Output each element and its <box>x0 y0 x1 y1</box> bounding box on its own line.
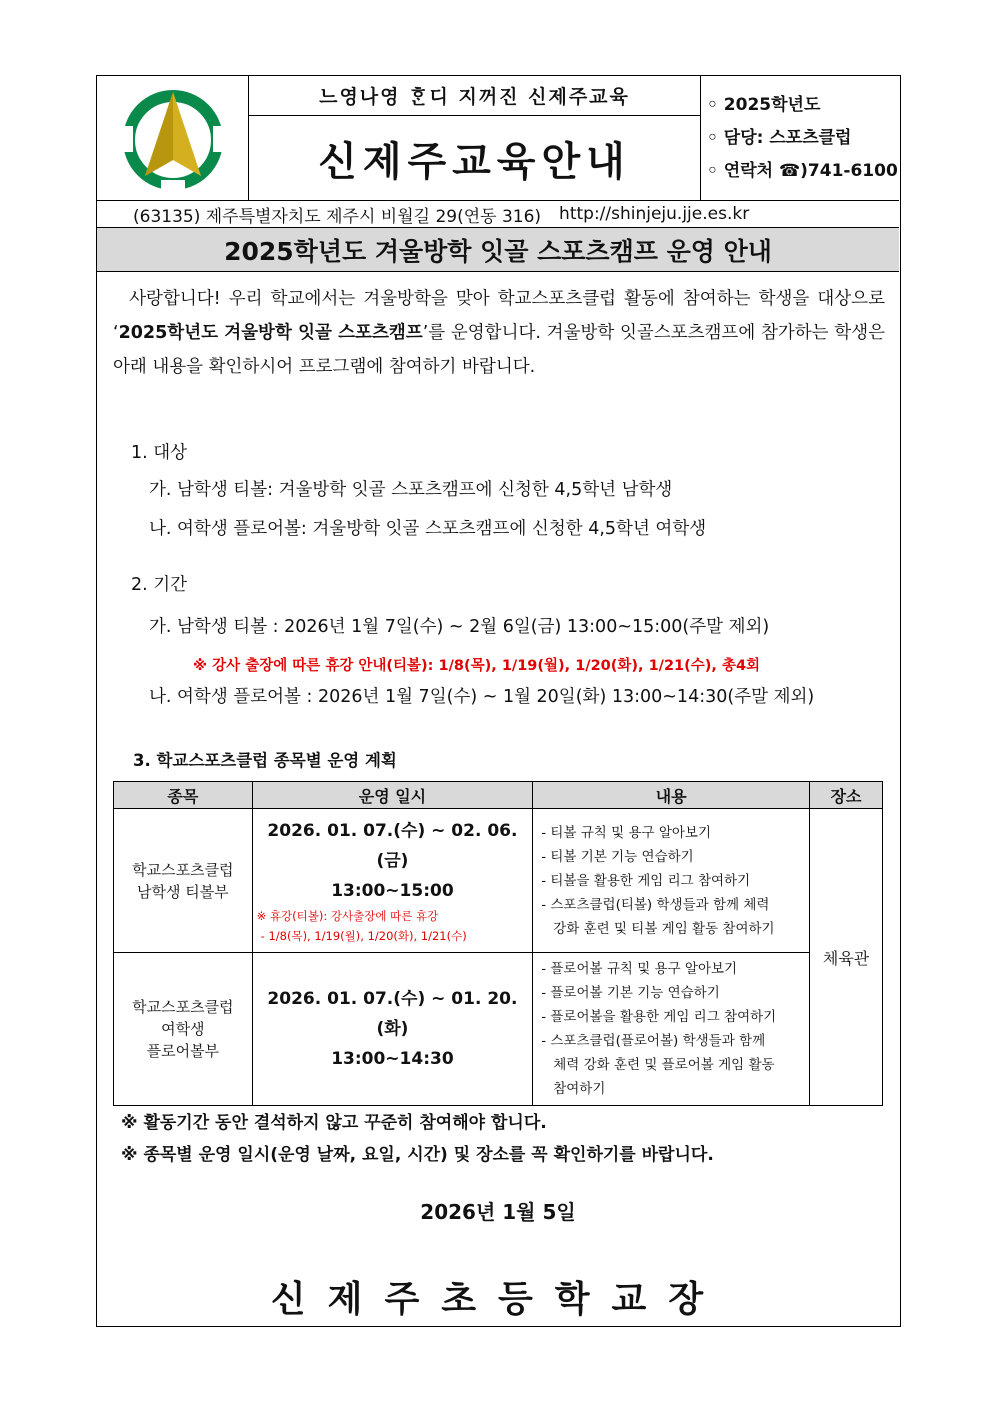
row-category-tball: 학교스포츠클럽 남학생 티볼부 <box>114 809 253 953</box>
section1-item-boys: 가. 남학생 티볼: 겨울방학 잇골 스포츠캠프에 신청한 4,5학년 남학생 <box>149 480 673 500</box>
document-header <box>97 76 899 266</box>
school-logo <box>97 76 249 201</box>
table-row <box>114 809 883 953</box>
info-contact: ◦ 연락처 ☎)741-6100 <box>707 161 898 181</box>
schedule-date: 2026. 01. 07.(수) ~ 02. 06.(금) <box>267 820 518 871</box>
sports-club-table <box>113 781 883 1106</box>
info-year: ◦ 2025학년도 <box>707 95 821 115</box>
row-schedule-floorball <box>252 953 533 1106</box>
schedule-time: 13:00~15:00 <box>331 880 454 901</box>
info-department: ◦ 담당: 스포츠클럽 <box>707 128 852 148</box>
column-header-schedule: 운영 일시 <box>252 782 533 809</box>
row-content-floorball: - 플로어볼 규칙 및 용구 알아보기 - 플로어볼 기본 기능 연습하기 - 플로어볼을 활용한 게임 리그 참여하기 - 스포츠클럽(플로어볼) 학생들과 함께 체력 강화 훈련 및 플로어볼 게임 활동 참여하기 <box>533 953 810 1106</box>
row-schedule-tball <box>252 809 533 953</box>
schedule-cancel-note: ※ 휴강(티볼): 강사출장에 따른 휴강 <box>256 908 439 923</box>
document-frame <box>96 75 901 1327</box>
row-content-tball: - 티볼 규칙 및 용구 알아보기 - 티볼 기본 기능 연습하기 - 티볼을 활용한 게임 리그 참여하기 - 스포츠클럽(티볼) 학생들과 함께 체력 강화 훈련 및 티볼 게임 활동 참여하기 <box>533 809 810 953</box>
place-cell: 체육관 <box>810 809 883 1106</box>
intro-text-1: 사랑합니다! 우리 학교에서는 겨울방학을 맞아 학교스포츠클럽 활동에 참여하는 학생을 대상으로 ‘ <box>113 289 885 343</box>
column-header-category: 종목 <box>114 782 253 809</box>
document-date: 2026년 1월 5일 <box>420 1200 576 1224</box>
newsletter-title: 신제주교육안내 <box>249 116 701 201</box>
main-title: 2025학년도 겨울방학 잇골 스포츠캠프 운영 안내 <box>97 228 899 272</box>
section2-warning: ※ 강사 출장에 따른 휴강 안내(티볼): 1/8(목), 1/19(월), 1/20(화), 1/21(수), 총4회 <box>193 658 761 674</box>
section1-item-girls: 나. 여학생 플로어볼: 겨울방학 잇골 스포츠캠프에 신청한 4,5학년 여학생 <box>149 519 707 539</box>
school-address: (63135) 제주특별자치도 제주시 비월길 29(연동 316) <box>133 206 542 227</box>
address-bar <box>97 201 899 228</box>
school-motto: 느영나영 ᄒᆞᆫ디 지꺼진 신제주교육 <box>249 76 701 116</box>
section2-item-girls: 나. 여학생 플로어볼 : 2026년 1월 7일(수) ~ 1월 20일(화) 13:00~14:30(주말 제외) <box>149 687 815 707</box>
column-header-place: 장소 <box>810 782 883 809</box>
section3-heading: 3. 학교스포츠클럽 종목별 운영 계획 <box>133 751 397 770</box>
school-url-link[interactable]: http://shinjeju.jje.es.kr <box>559 204 750 224</box>
info-box <box>701 76 899 201</box>
column-header-content: 내용 <box>533 782 810 809</box>
schedule-cancel-dates: - 1/8(목), 1/19(월), 1/20(화), 1/21(수) <box>260 928 467 943</box>
intro-program-name: 2025학년도 겨울방학 잇골 스포츠캠프 <box>118 323 423 343</box>
schedule-date: 2026. 01. 07.(수) ~ 01. 20.(화) <box>267 989 518 1039</box>
intro-text-2: ’를 운영합니다. 겨울방학 잇골스포츠캠프에 참가하는 학생은 아래 내용을 확인하시어 프로그램에 참여하기 바랍니다. <box>113 323 886 377</box>
section2-heading: 2. 기간 <box>131 575 188 595</box>
principal-signature: 신제주초등학교장 <box>270 1279 726 1320</box>
school-emblem-icon <box>97 76 249 201</box>
table-header-row <box>114 782 883 809</box>
note-check-schedule: ※ 종목별 운영 일시(운영 날짜, 요일, 시간) 및 장소를 꼭 확인하기를 바랍니다. <box>121 1145 714 1165</box>
schedule-time: 13:00~14:30 <box>331 1049 454 1069</box>
section1-heading: 1. 대상 <box>131 443 188 463</box>
section2-item-boys: 가. 남학생 티볼 : 2026년 1월 7일(수) ~ 2월 6일(금) 13:00~15:00(주말 제외) <box>149 617 770 637</box>
row-category-floorball: 학교스포츠클럽 여학생 플로어볼부 <box>114 953 253 1106</box>
intro-paragraph <box>113 282 885 384</box>
note-attendance: ※ 활동기간 동안 결석하지 않고 꾸준히 참여해야 합니다. <box>121 1113 547 1133</box>
table-row <box>114 953 883 1106</box>
